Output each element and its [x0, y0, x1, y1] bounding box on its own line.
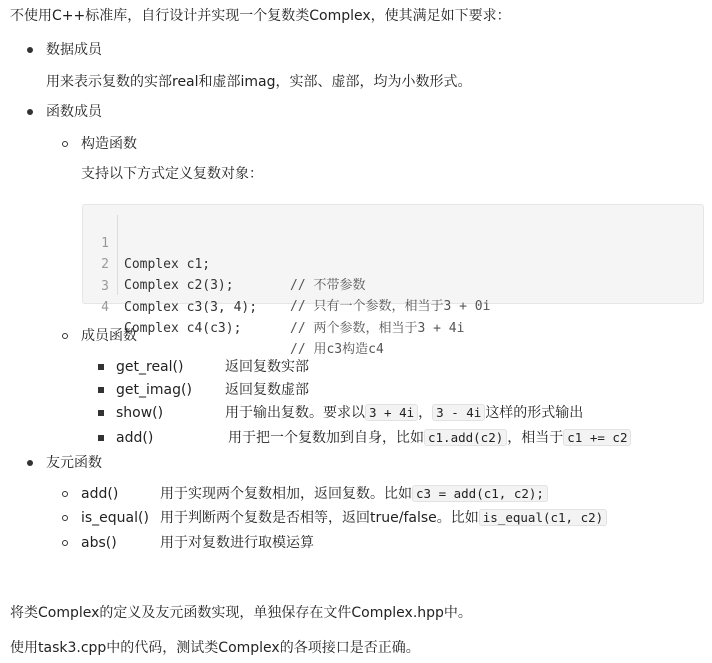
bullet-circle — [62, 540, 68, 546]
data-members-desc: 用来表示复数的实部real和虚部imag，实部、虚部，均为小数形式。 — [46, 74, 472, 90]
bullet-circle — [62, 141, 68, 147]
member-fn-name: show() — [116, 405, 164, 421]
code-text: Complex c4(c3); — [124, 321, 242, 336]
code-comment: // 两个参数，相当于3 + 4i — [290, 321, 465, 336]
friend-fn-name: add() — [81, 486, 119, 502]
desc-text: 用于实现两个复数相加，返回复数。比如 — [160, 486, 412, 502]
desc-text: ， — [418, 405, 433, 421]
line-number: 1 — [101, 236, 109, 251]
function-members-heading: 函数成员 — [46, 104, 102, 120]
line-number: 4 — [101, 300, 109, 315]
inline-code: is_equal(c1, c2) — [479, 509, 607, 526]
intro-text: 不使用C++标准库，自行设计并实现一个复数类Complex，使其满足如下要求： — [10, 8, 511, 24]
code-comment: // 不带参数 — [290, 278, 366, 293]
friend-fn-desc: 用于对复数进行取模运算 — [160, 535, 314, 551]
inline-code: 3 - 4i — [432, 404, 485, 421]
friend-fn-desc — [160, 508, 607, 528]
inline-code: 3 + 4i — [365, 404, 418, 421]
code-text: Complex c1; — [124, 257, 211, 272]
member-fn-desc — [228, 428, 631, 448]
desc-text: 用于判断两个复数是否相等，返回true/false。比如 — [160, 510, 479, 526]
bullet-disc — [27, 460, 33, 466]
constructor-heading: 构造函数 — [81, 136, 137, 152]
bullet-circle — [62, 333, 68, 339]
code-comment: // 用c3构造c4 — [290, 342, 384, 357]
inline-code: c1.add(c2) — [424, 429, 507, 446]
member-fn-name: add() — [116, 430, 154, 446]
desc-text: ，相当于 — [507, 430, 564, 446]
bullet-square — [98, 410, 104, 416]
member-fn-desc: 返回复数虚部 — [225, 382, 309, 398]
inline-code: c1 += c2 — [563, 429, 631, 446]
friend-fn-name: is_equal() — [81, 510, 149, 526]
friend-fn-name: abs() — [81, 535, 117, 551]
member-fn-name: get_real() — [116, 359, 184, 375]
desc-text: 这样的形式输出 — [485, 405, 584, 421]
code-text: Complex c3(3, 4); — [124, 300, 258, 315]
footer-line-2: 使用task3.cpp中的代码，测试类Complex的各项接口是否正确。 — [10, 640, 420, 656]
bullet-circle — [62, 491, 68, 497]
bullet-disc — [27, 109, 33, 115]
line-number: 3 — [101, 279, 109, 294]
member-fn-desc — [225, 403, 583, 423]
desc-text: 用于输出复数。要求以 — [225, 405, 365, 421]
bullet-square — [98, 364, 104, 370]
friend-functions-heading: 友元函数 — [46, 455, 102, 471]
member-functions-heading: 成员函数 — [81, 328, 137, 344]
member-fn-name: get_imag() — [116, 382, 192, 398]
code-comment: // 只有一个参数，相当于3 + 0i — [290, 299, 491, 314]
constructor-desc: 支持以下方式定义复数对象： — [81, 166, 263, 182]
friend-fn-desc — [160, 484, 548, 504]
bullet-disc — [27, 47, 33, 53]
footer-line-1: 将类Complex的定义及友元函数实现，单独保存在文件Complex.hpp中。 — [10, 605, 472, 621]
data-members-heading: 数据成员 — [46, 42, 102, 58]
bullet-square — [98, 435, 104, 441]
code-text: Complex c2(3); — [124, 278, 234, 293]
inline-code: c3 = add(c1, c2); — [412, 485, 548, 502]
line-number: 2 — [101, 257, 109, 272]
bullet-square — [98, 387, 104, 393]
bullet-circle — [62, 515, 68, 521]
desc-text: 用于把一个复数加到自身，比如 — [228, 430, 424, 446]
member-fn-desc: 返回复数实部 — [225, 359, 309, 375]
